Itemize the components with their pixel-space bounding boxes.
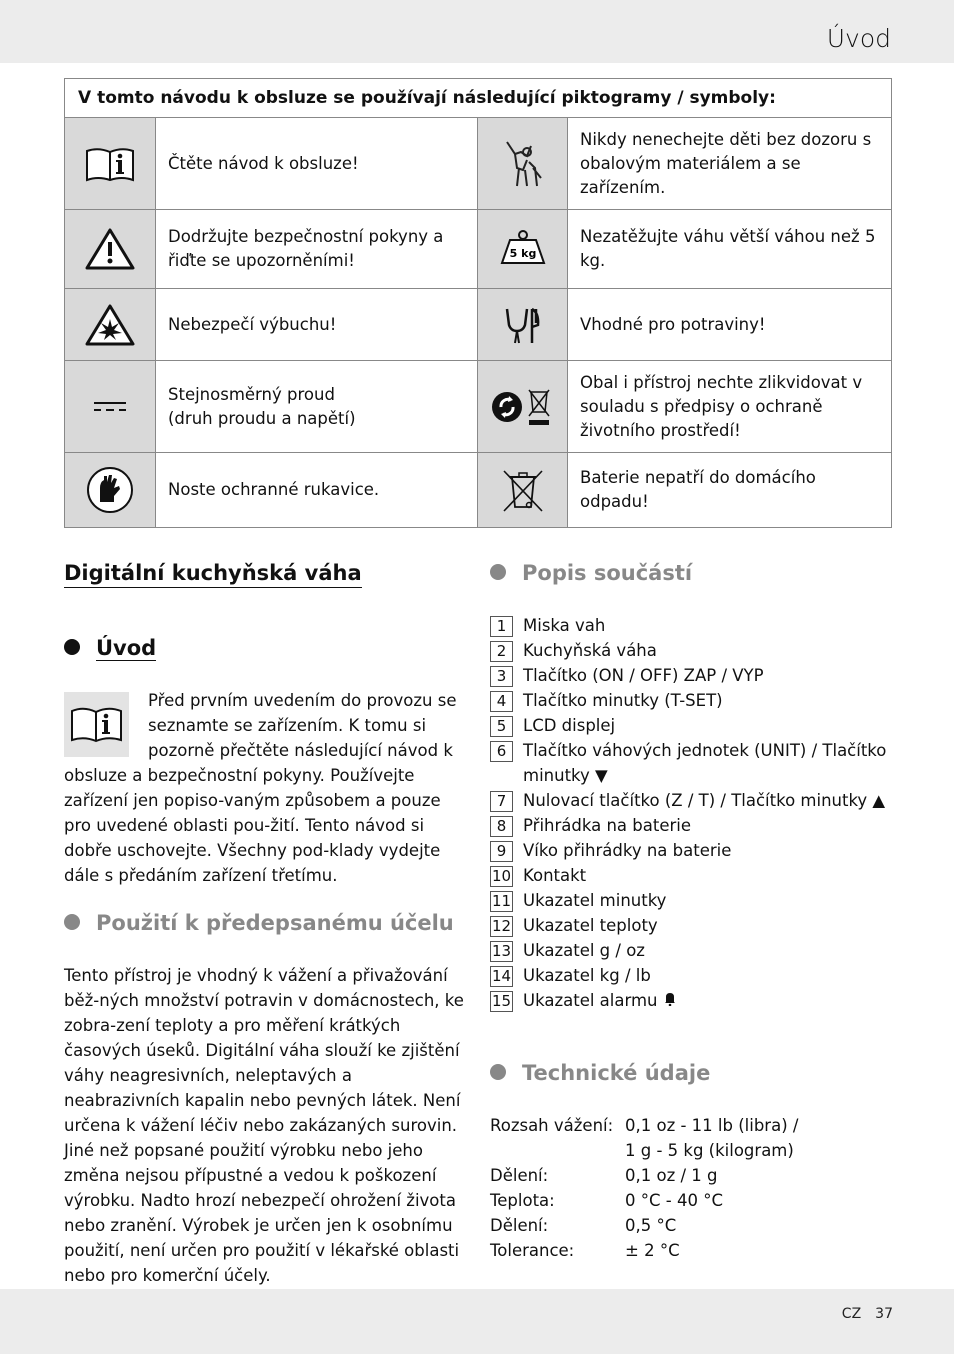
symbol-text: Baterie nepatří do domácího odpadu! [568, 453, 892, 528]
symbol-text: Stejnosměrný proud [168, 384, 335, 404]
footer-bar [0, 1289, 954, 1354]
list-item [490, 913, 886, 938]
symbol-text: Nebezpečí výbuchu! [156, 289, 478, 361]
symbol-text: Obal i přístroj nechte zlikvidovat v souladu s předpisy o ochraně životního prostředí! [568, 361, 892, 453]
spec-row [490, 1113, 798, 1138]
direct-current-icon [65, 400, 155, 414]
bullet-dot-icon [64, 639, 80, 655]
warning-triangle-icon [65, 227, 155, 271]
part-label: Miska vah [523, 616, 606, 635]
page-title: Úvod [826, 24, 891, 53]
part-number: 3 [490, 666, 513, 687]
symbols-table [64, 78, 892, 528]
spec-row [490, 1163, 798, 1188]
list-item [490, 788, 886, 813]
list-item [490, 863, 886, 888]
part-number: 8 [490, 816, 513, 837]
part-label: Ukazatel alarmu [523, 991, 658, 1010]
spec-value: 0,5 °C [625, 1216, 677, 1235]
spec-value: 0,1 oz / 1 g [625, 1166, 718, 1185]
header-bar [0, 0, 954, 63]
part-label: Tlačítko minutky (T-SET) [523, 691, 723, 710]
part-label: Ukazatel kg / lb [523, 966, 651, 985]
spec-row [490, 1188, 798, 1213]
symbol-text: Nikdy nenechejte děti bez dozoru s obalovým materiálem a se zařízením. [568, 118, 892, 210]
part-label: Ukazatel teploty [523, 916, 658, 935]
part-number: 14 [491, 967, 512, 985]
part-number: 12 [491, 917, 512, 935]
part-label: Tlačítko váhových jednotek (UNIT) / Tlačítko [523, 741, 887, 760]
gloves-icon [65, 466, 155, 514]
spec-key: Teplota: [490, 1191, 555, 1210]
intro-heading: Úvod [64, 636, 156, 660]
part-number: 2 [490, 641, 513, 662]
language-code: CZ [841, 1306, 862, 1322]
product-title: Digitální kuchyňská váha [64, 561, 362, 588]
list-item [490, 738, 886, 763]
part-label: Kontakt [523, 866, 587, 885]
list-item [490, 938, 886, 963]
use-paragraph: Tento přístroj je vhodný k vážení a přivažování běž-ných množství potravin v domácnostech, ke zobra-zení teploty a pro měření krátkých časových úseků. Digitální váha slouží ke zjištění váhy neagresivních, neleptavých a neabrazivních kapalin nebo pevných látek. Není určena k vážení léčiv nebo zakázaných surovin. Jiné než popsané použití výrobku nebo jeho změna nejsou přípustné a vedou k poškození výrobku. Nadto hrozí nebezpečí ohrožení života nebo zranění. Výrobek je určen jen k osobnímu použití, není určen pro použití v lékařské oblasti nebo pro komerční účely. [64, 966, 464, 1285]
spec-value: 0 °C - 40 °C [625, 1191, 723, 1210]
parts-list [490, 613, 886, 1013]
list-item [490, 888, 886, 913]
bullet-dot-icon [490, 564, 506, 580]
symbol-text: Dodržujte bezpečnostní pokyny a řiďte se upozorněními! [156, 210, 478, 289]
tech-heading: Technické údaje [490, 1061, 710, 1085]
parts-heading: Popis součástí [490, 561, 692, 585]
part-label: LCD displej [523, 716, 616, 735]
part-number: 7 [490, 791, 513, 812]
list-item [490, 613, 886, 638]
part-label: Víko přihrádky na baterie [523, 841, 732, 860]
spec-value: 1 g - 5 kg (kilogram) [625, 1141, 794, 1160]
part-number: 15 [491, 992, 512, 1010]
crossed-bin-icon [478, 467, 567, 513]
spec-key: Dělení: [490, 1166, 549, 1185]
part-label: Ukazatel g / oz [523, 941, 645, 960]
part-label: Ukazatel minutky [523, 891, 667, 910]
part-number: 9 [490, 841, 513, 862]
spec-value: ± 2 °C [625, 1241, 680, 1260]
part-number: 13 [491, 942, 512, 960]
part-number: 4 [490, 691, 513, 712]
spec-row [490, 1138, 798, 1163]
list-item [490, 988, 886, 1013]
tech-specs [490, 1113, 798, 1263]
symbol-text: Vhodné pro potraviny! [568, 289, 892, 361]
spec-value: 0,1 oz - 11 lb (libra) / [625, 1116, 799, 1135]
bullet-dot-icon [490, 1064, 506, 1080]
symbol-text: (druh proudu a napětí) [168, 408, 356, 428]
explosion-hazard-icon [65, 303, 155, 347]
part-number: 1 [490, 616, 513, 637]
part-number: 11 [491, 892, 512, 910]
spec-key: Tolerance: [490, 1241, 575, 1260]
manual-info-icon [65, 145, 155, 183]
part-label: Nulovací tlačítko (Z / T) / Tlačítko minutky ▲ [523, 791, 886, 810]
list-item [490, 713, 886, 738]
spec-row [490, 1213, 798, 1238]
spec-row [490, 1238, 798, 1263]
child-supervision-icon [478, 138, 567, 190]
list-item [490, 813, 886, 838]
symbol-text: Čtěte návod k obsluze! [156, 118, 478, 210]
spec-key: Dělení: [490, 1216, 549, 1235]
weight-5kg-icon [478, 229, 567, 269]
weight-label: 5 kg [509, 247, 536, 260]
page-footer [842, 1306, 893, 1322]
bullet-dot-icon [64, 914, 80, 930]
alarm-bell-icon [663, 991, 677, 1010]
list-item [490, 963, 886, 988]
list-item [490, 838, 886, 863]
symbol-text: Nezatěžujte váhu větší váhou než 5 kg. [568, 210, 892, 289]
part-number: 6 [490, 741, 513, 762]
symbol-text: Noste ochranné rukavice. [156, 453, 478, 528]
part-number: 5 [490, 716, 513, 737]
page-number: 37 [875, 1306, 893, 1322]
list-item [490, 688, 886, 713]
list-item-continuation: minutky ▼ [523, 766, 608, 785]
icon-spacer [64, 688, 148, 763]
food-safe-icon [478, 305, 567, 345]
part-number: 10 [491, 867, 512, 885]
use-heading: Použití k předepsanému účelu [64, 911, 454, 935]
part-label: Tlačítko (ON / OFF) ZAP / VYP [523, 666, 764, 685]
part-label: Kuchyňská váha [523, 641, 657, 660]
recycling-icon [478, 386, 567, 428]
list-item [490, 663, 886, 688]
part-label: Přihrádka na baterie [523, 816, 692, 835]
intro-paragraph: Před prvním uvedením do provozu se seznamte se zařízením. K tomu si pozorně přečtěte následující návod k obsluze a bezpečnostní pokyny. Používejte zařízení jen popiso-vaným způsobem a pouze pro uvedené oblasti pou-žití. Tento návod si dobře uschovejte. Všechny pod-klady vydejte dále s předáním zařízení třetímu. [64, 688, 464, 888]
symbols-heading: V tomto návodu k obsluze se používají následující piktogramy / symboly: [65, 79, 892, 118]
spec-key: Rozsah vážení: [490, 1116, 614, 1135]
list-item [490, 638, 886, 663]
